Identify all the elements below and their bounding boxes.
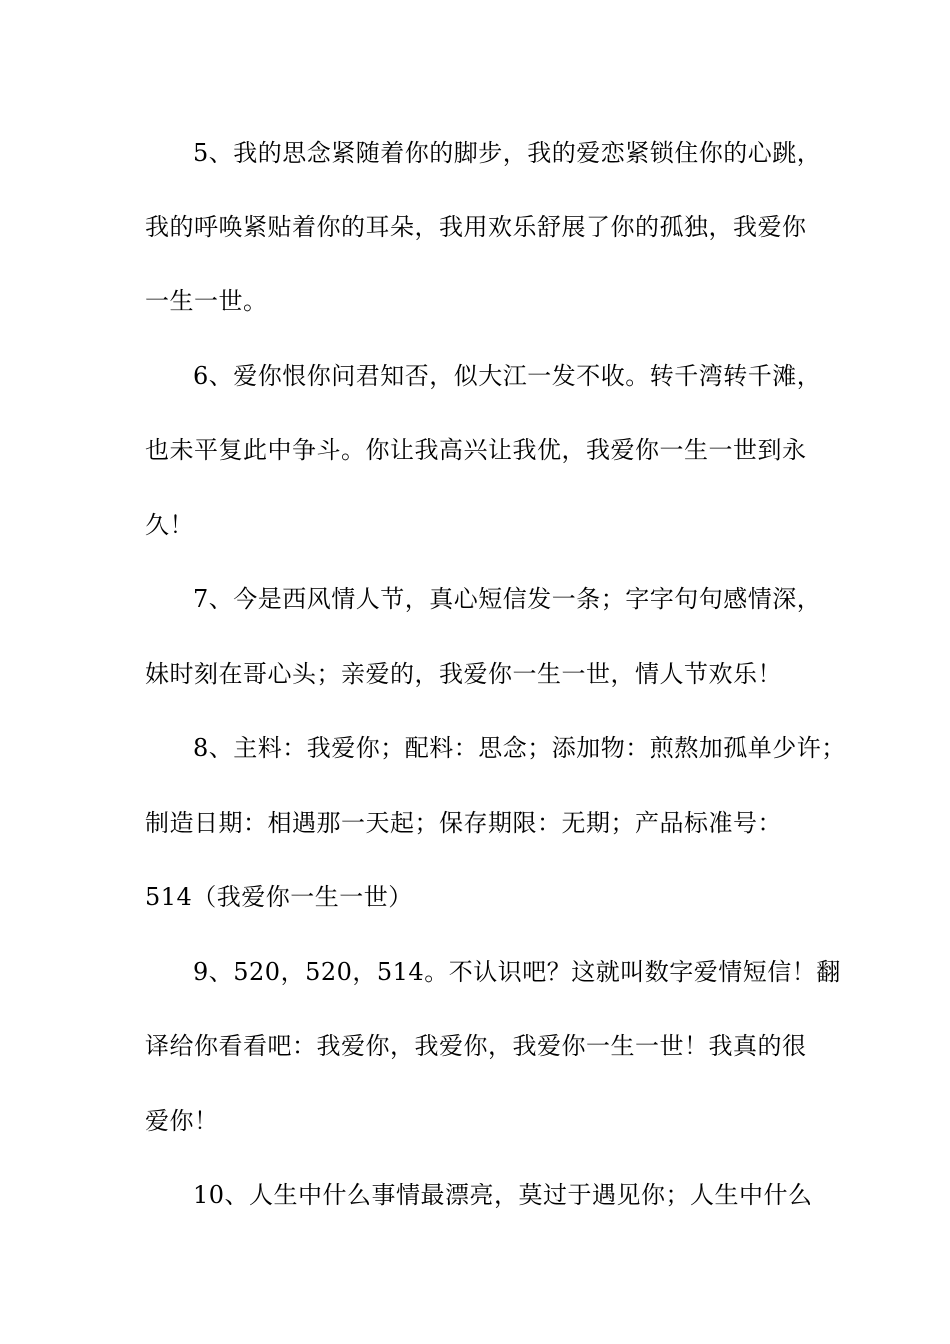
paragraph-6-line-3: 久！ xyxy=(145,511,194,539)
paragraph-7-line-1: 7、今是西风情人节，真心短信发一条；字字句句感情深， xyxy=(193,585,822,613)
paragraph-6-line-2: 也未平复此中争斗。你让我高兴让我优，我爱你一生一世到永 xyxy=(145,436,807,464)
paragraph-8-line-1: 8、主料：我爱你；配料：思念；添加物：煎熬加孤单少许； xyxy=(193,734,846,762)
paragraph-9-line-2: 译给你看看吧：我爱你，我爱你，我爱你一生一世！我真的很 xyxy=(145,1032,807,1060)
paragraph-10-line-1: 10、人生中什么事情最漂亮，莫过于遇见你；人生中什么 xyxy=(193,1181,813,1209)
paragraph-7-line-2: 妹时刻在哥心头；亲爱的，我爱你一生一世，情人节欢乐！ xyxy=(145,660,782,688)
paragraph-8-line-2: 制造日期：相遇那一天起；保存期限：无期；产品标准号： xyxy=(145,809,782,837)
paragraph-5-line-3: 一生一世。 xyxy=(145,287,268,315)
paragraph-5-line-1: 5、我的思念紧随着你的脚步，我的爱恋紧锁住你的心跳， xyxy=(193,139,822,167)
paragraph-9-line-3: 爱你！ xyxy=(145,1107,219,1135)
paragraph-5-line-2: 我的呼唤紧贴着你的耳朵，我用欢乐舒展了你的孤独，我爱你 xyxy=(145,213,807,241)
paragraph-8-line-3: 514（我爱你一生一世） xyxy=(145,883,413,911)
paragraph-9-line-1: 9、520，520，514。不认识吧？这就叫数字爱情短信！翻 xyxy=(193,958,841,986)
paragraph-6-line-1: 6、爱你恨你问君知否，似大江一发不收。转千湾转千滩， xyxy=(193,362,822,390)
